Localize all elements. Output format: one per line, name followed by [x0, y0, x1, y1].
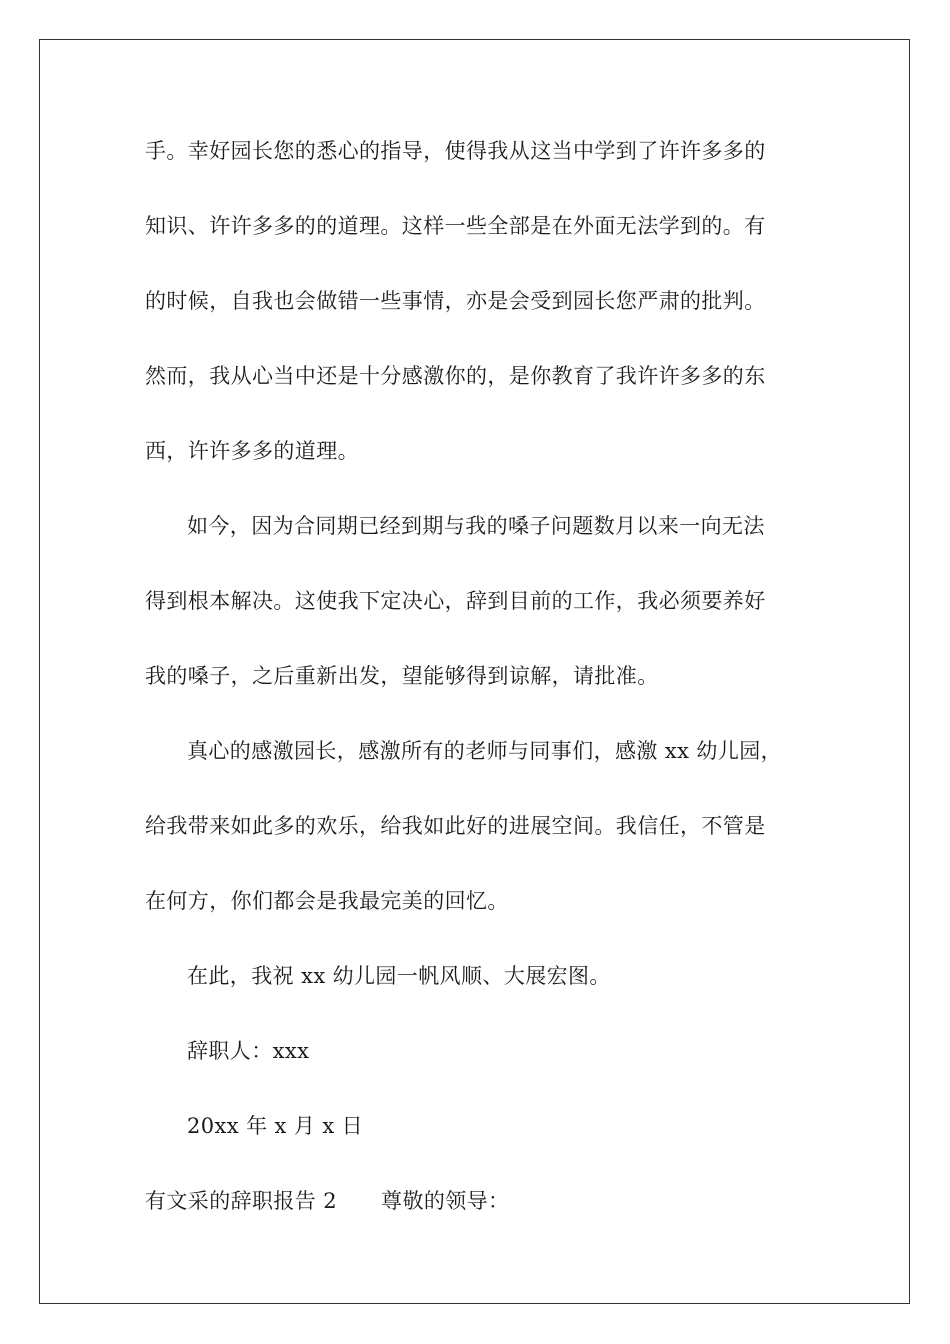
next-section-heading	[145, 1186, 805, 1216]
salutation: 尊敬的领导：	[381, 1189, 510, 1213]
body-line: 给我带来如此多的欢乐，给我如此好的进展空间。我信任，不管是	[145, 814, 766, 838]
body-line: 如今，因为合同期已经到期与我的嗓子问题数月以来一向无法	[187, 514, 765, 538]
body-line: 的时候，自我也会做错一些事情，亦是会受到园长您严肃的批判。	[145, 289, 766, 313]
body-line: 知识、许许多多的的道理。这样一些全部是在外面无法学到的。有	[145, 214, 766, 238]
section-title: 有文采的辞职报告 2	[145, 1189, 338, 1213]
body-line: 然而，我从心当中还是十分感激你的，是你教育了我许许多多的东	[145, 364, 766, 388]
body-line: 手。幸好园长您的悉心的指导，使得我从这当中学到了许许多多的	[145, 139, 766, 163]
body-line: 得到根本解决。这使我下定决心，辞到目前的工作，我必须要养好	[145, 589, 766, 613]
signature-line: 辞职人：xxx	[187, 1039, 310, 1063]
date-line: 20xx 年 x 月 x 日	[187, 1114, 364, 1138]
body-line: 在何方，你们都会是我最完美的回忆。	[145, 889, 509, 913]
body-line: 西，许许多多的道理。	[145, 439, 359, 463]
body-line: 我的嗓子，之后重新出发，望能够得到谅解，请批准。	[145, 664, 659, 688]
body-line: 真心的感激园长，感激所有的老师与同事们，感激 xx 幼儿园，	[187, 739, 783, 763]
blessing-line: 在此，我祝 xx 幼儿园一帆风顺、大展宏图。	[187, 964, 611, 988]
